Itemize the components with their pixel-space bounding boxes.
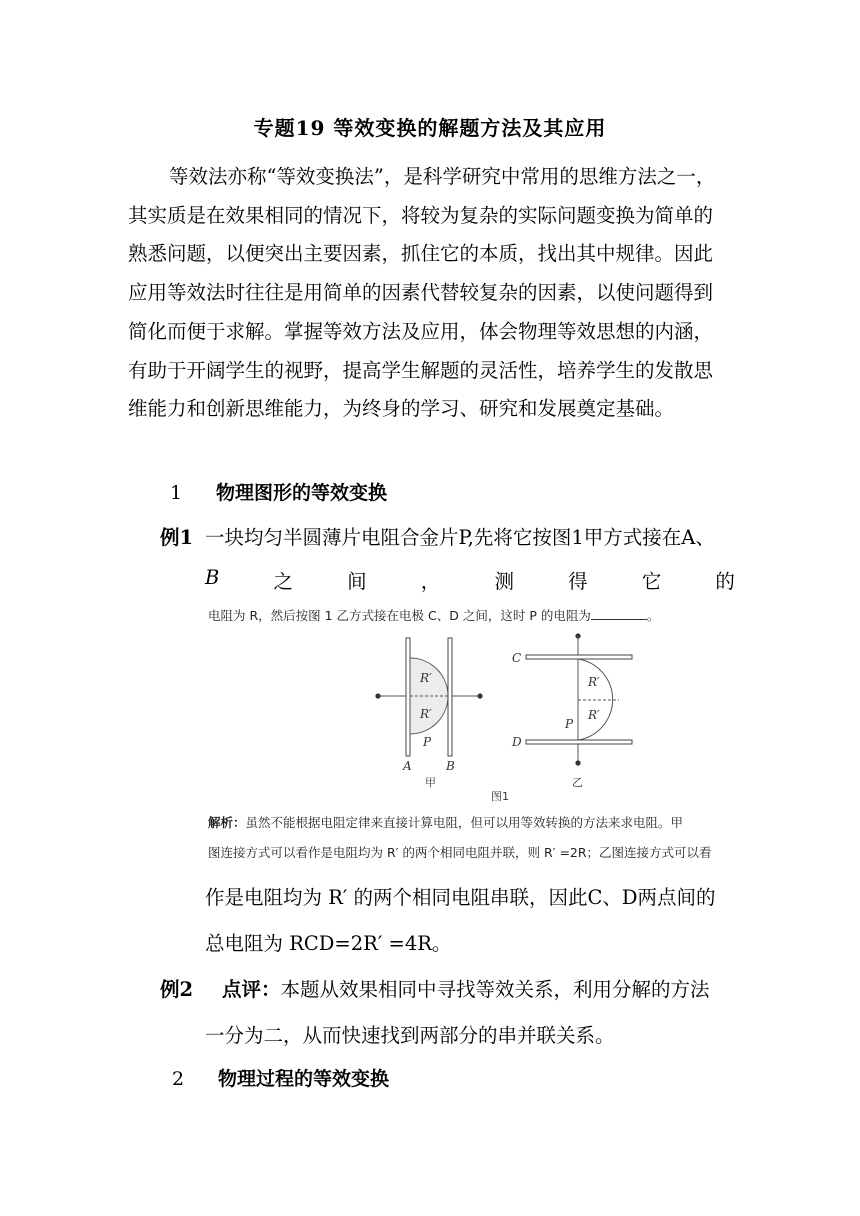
section-title: 物理图形的等效变换 <box>216 482 388 504</box>
label-D: D <box>512 735 522 749</box>
spread-char: ， <box>420 570 441 593</box>
figure-yi <box>511 633 632 789</box>
terminal-dot-right <box>477 693 482 698</box>
section-number: 2 <box>172 1068 185 1090</box>
section-number: 1 <box>170 482 183 504</box>
analysis-head: 解析： <box>208 815 246 830</box>
example-2-label: 例2 <box>160 978 194 1001</box>
spread-char: 得 <box>568 570 588 593</box>
conclusion-line-2: 总电阻为 RCD=2R′ =4R。 <box>205 932 452 955</box>
plate-D <box>526 740 632 744</box>
example-1-spread-line <box>205 566 735 594</box>
plate-C <box>526 655 632 659</box>
figure-1-diagram <box>370 628 650 808</box>
example-1-text: 一块均匀半圆薄片电阻合金片P,先将它按图1甲方式接在A、 <box>205 526 715 549</box>
figure-jia <box>375 638 482 789</box>
section-title: 物理过程的等效变换 <box>218 1068 390 1090</box>
plate-A <box>406 638 410 756</box>
example-2-text <box>222 974 710 1002</box>
analysis-text-1: 虽然不能根据电阻定律来直接计算电阻，但可以用等效转换的方法来求电阻。甲 <box>245 815 684 830</box>
terminal-dot-bottom <box>575 760 580 765</box>
comment-text-1: 本题从效果相同中寻找等效关系，利用分解的方法 <box>280 978 710 1001</box>
label-A: A <box>403 759 412 773</box>
spread-char: 间 <box>347 570 367 593</box>
intro-line: 等效法亦称“等效变换法”，是科学研究中常用的思维方法之一， <box>168 165 716 188</box>
question-end: 。 <box>646 608 660 623</box>
section-heading-1 <box>170 478 387 505</box>
label-R-prime-bottom: R′ <box>420 707 432 721</box>
analysis-line: 图连接方式可以看作是电阻均为 R′ 的两个相同电阻并联，则 R′ =2R；乙图连接方式可以看 <box>208 845 712 860</box>
label-R-prime-lower: R′ <box>588 708 600 722</box>
intro-line: 有助于开阔学生的视野，提高学生解题的灵活性，培养学生的发散思 <box>128 358 714 382</box>
intro-line: 其实质是在效果相同的情况下，将较为复杂的实际问题变换为简单的 <box>128 203 714 227</box>
label-R-prime-upper: R′ <box>588 675 600 689</box>
spread-char: 测 <box>494 570 514 593</box>
spread-char: 它 <box>641 570 662 593</box>
figure-caption: 图1 <box>491 790 509 803</box>
figure-yi-name: 乙 <box>572 776 583 789</box>
label-P: P <box>423 735 432 749</box>
intro-line: 简化而便于求解。掌握等效方法及应用，体会物理等效思想的内涵， <box>128 319 714 343</box>
analysis-block <box>208 808 808 868</box>
analysis-line <box>208 808 808 838</box>
page-title: 专题19 等效变换的解题方法及其应用 <box>253 116 607 140</box>
spread-char: B <box>205 566 220 589</box>
answer-blank <box>591 607 647 620</box>
intro-line: 维能力和创新思维能力，为终身的学习、研究和发展奠定基础。 <box>128 397 675 421</box>
label-R-prime-top: R′ <box>420 671 432 685</box>
label-C: C <box>512 651 522 665</box>
comment-head: 点评： <box>222 978 281 1001</box>
conclusion-line-1: 作是电阻均为 R′ 的两个相同电阻串联，因此C、D两点间的 <box>205 886 716 909</box>
terminal-dot-left <box>375 693 380 698</box>
label-P-yi: P <box>565 717 574 731</box>
label-B: B <box>446 759 455 773</box>
example-1-question-line <box>208 606 659 624</box>
intro-line: 熟悉问题，以便突出主要因素，抓住它的本质，找出其中规律。因此 <box>128 242 714 266</box>
figure-jia-name: 甲 <box>425 776 436 789</box>
intro-paragraph <box>128 158 736 429</box>
spread-char: 的 <box>715 570 735 593</box>
question-text: 电阻为 R，然后按图 1 乙方式接在电极 C、D 之间，这时 P 的电阻为 <box>208 608 591 623</box>
example-1-label: 例1 <box>160 526 194 549</box>
example-2-text-2: 一分为二，从而快速找到两部分的串并联关系。 <box>205 1024 615 1047</box>
intro-line: 应用等效法时往往是用简单的因素代替较复杂的因素，以使问题得到 <box>128 281 714 305</box>
section-heading-2 <box>172 1064 389 1091</box>
spread-char: 之 <box>273 570 293 593</box>
plate-B <box>448 638 452 756</box>
